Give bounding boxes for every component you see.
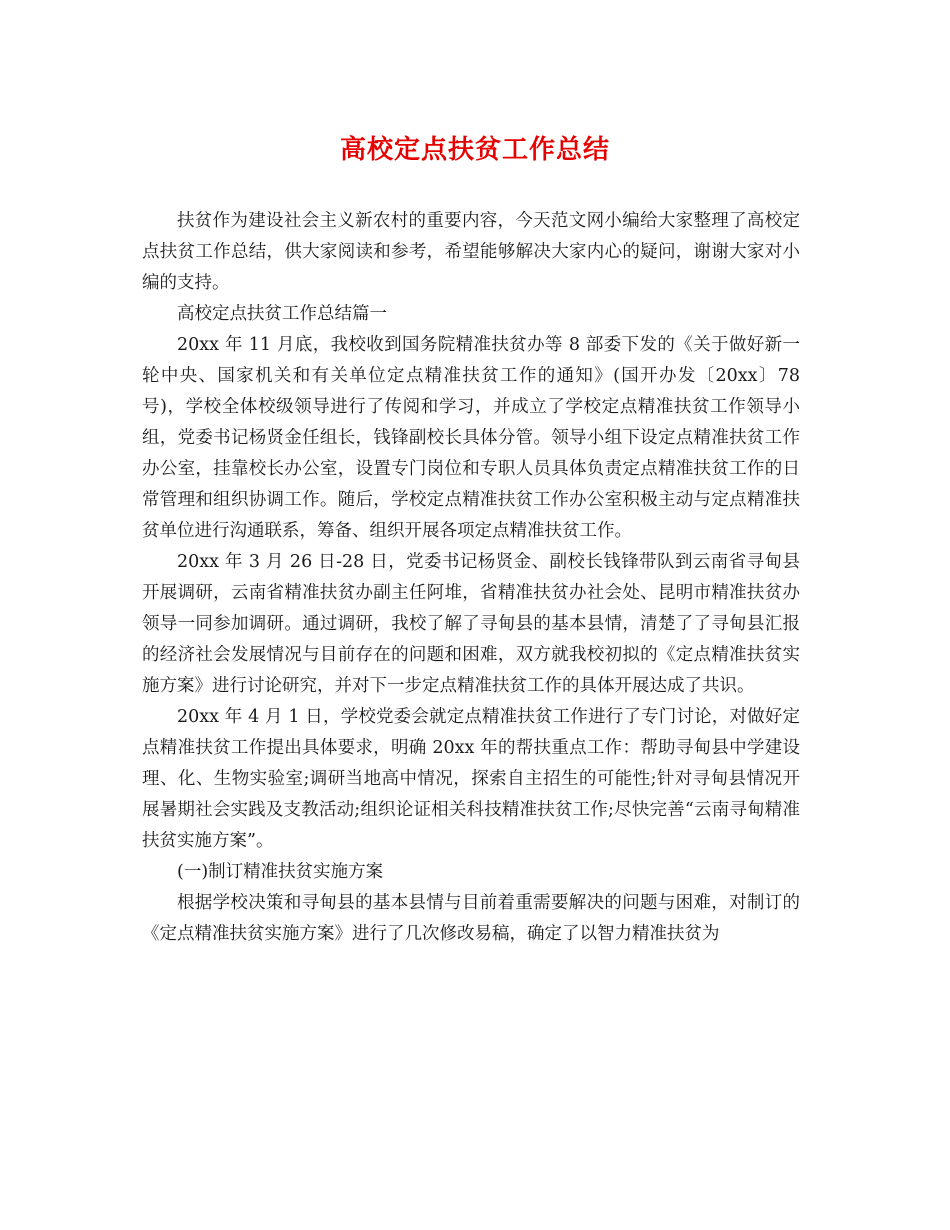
document-title: 高校定点扶贫工作总结 (339, 135, 610, 165)
subsection-heading: (一)制订精准扶贫实施方案 (177, 862, 384, 882)
document-body (142, 206, 800, 950)
paragraph: 根据学校决策和寻甸县的基本县情与目前着重需要解决的问题与困难，对制订的《定点精准扶贫实施方案》进行了几次修改易稿，确定了以智力精准扶贫为 (142, 893, 800, 944)
paragraph: 20xx 年 3 月 26 日-28 日，党委书记杨贤金、副校长钱锋带队到云南省寻甸县开展调研，云南省精准扶贫办副主任阿堆，省精准扶贫办社会处、昆明市精准扶贫办领导一同参加调研。通过调研，我校了解了寻甸县的基本县情，清楚了了寻甸县汇报的经济社会发展情况与目前存在的问题和困难，双方就我校初拟的《定点精准扶贫实施方案》进行讨论研究，并对下一步定点精准扶贫工作的具体开展达成了共识。 (142, 552, 800, 696)
paragraph: 20xx 年 11 月底，我校收到国务院精准扶贫办等 8 部委下发的《关于做好新一轮中央、国家机关和有关单位定点精准扶贫工作的通知》(国开办发〔20xx〕78 号)，学校全体校级领导进行了传阅和学习，并成立了学校定点精准扶贫工作领导小组，党委书记杨贤金任组长，钱锋副校长具体分管。领导小组下设定点精准扶贫工作办公室，挂靠校长办公室，设置专门岗位和专职人员具体负责定点精准扶贫工作的日常管理和组织协调工作。随后，学校定点精准扶贫工作办公室积极主动与定点精准扶贫单位进行沟通联系，筹备、组织开展各项定点精准扶贫工作。 (142, 335, 800, 541)
section-heading: 高校定点扶贫工作总结篇一 (177, 304, 387, 324)
paragraph-intro: 扶贫作为建设社会主义新农村的重要内容，今天范文网小编给大家整理了高校定点扶贫工作总结，供大家阅读和参考，希望能够解决大家内心的疑问，谢谢大家对小编的支持。 (142, 211, 800, 293)
paragraph: 20xx 年 4 月 1 日，学校党委会就定点精准扶贫工作进行了专门讨论，对做好定点精准扶贫工作提出具体要求，明确 20xx 年的帮扶重点工作：帮助寻甸县中学建设理、化、生物实验室;调研当地高中情况，探索自主招生的可能性;针对寻甸县情况开展暑期社会实践及支教活动;组织论证相关科技精准扶贫工作;尽快完善“云南寻甸精准扶贫实施方案”。 (142, 707, 800, 851)
